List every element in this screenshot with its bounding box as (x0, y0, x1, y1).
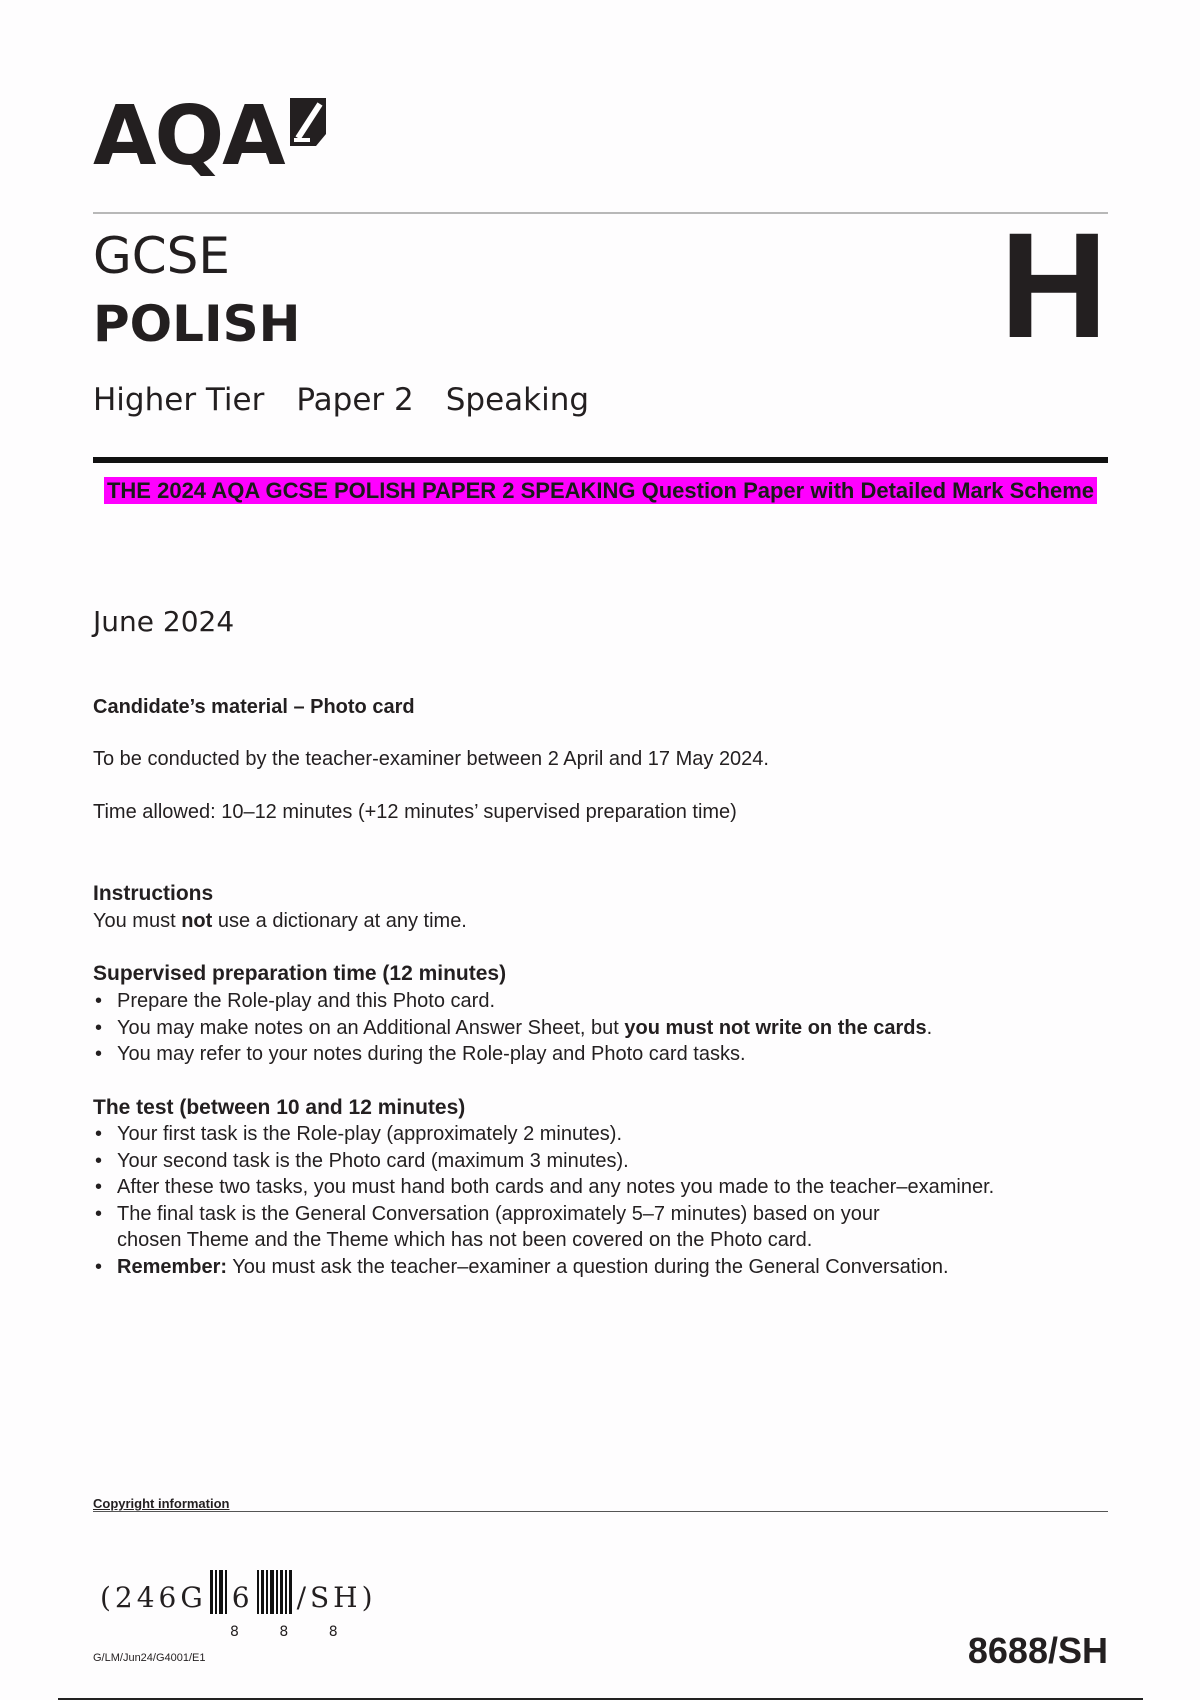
barcode-mid: 6 (231, 1581, 254, 1614)
instructions-heading: Instructions (93, 882, 214, 905)
qualification-title: GCSE (93, 227, 230, 285)
title-divider (93, 457, 1108, 463)
item-text: The final task is the General Conversation (approximately 5–7 minutes) based on your (117, 1202, 880, 1225)
item-bold: you must not write on the cards (624, 1016, 927, 1039)
aqa-logo (93, 89, 328, 184)
item-suffix: . (926, 1016, 933, 1039)
item-bold: Remember: (117, 1255, 228, 1278)
paper-code: 8688/SH (967, 1630, 1108, 1671)
time-allowed: Time allowed: 10–12 minutes (+12 minutes’ supervised preparation time) (93, 801, 737, 823)
component-label: Speaking (445, 382, 590, 418)
footer-divider (93, 1511, 1108, 1512)
tier-label: Higher Tier (93, 382, 265, 418)
instructions-suffix: use a dictionary at any time. (212, 910, 467, 932)
list-item: • You may refer to your notes during the Role-play and Photo card tasks. (93, 1041, 1113, 1068)
list-item (93, 1201, 1113, 1254)
preparation-heading: Supervised preparation time (12 minutes) (93, 962, 507, 985)
paper-label: Paper 2 (296, 382, 414, 418)
item-text-continued: chosen Theme and the Theme which has not been covered on the Photo card. (117, 1229, 813, 1251)
test-heading: The test (between 10 and 12 minutes) (93, 1096, 466, 1119)
paper-details (93, 380, 589, 420)
logo-text: AQA (93, 89, 284, 184)
barcode-suffix: /SH) (296, 1581, 377, 1614)
list-item: • Your second task is the Photo card (maximum 3 minutes). (93, 1148, 1113, 1175)
list-item: • Prepare the Role-play and this Photo card. (93, 988, 1113, 1015)
list-item (93, 1254, 1113, 1281)
list-item (93, 1015, 1113, 1042)
instructions-text (93, 908, 467, 934)
subject-title: POLISH (93, 295, 301, 353)
list-item: • Your first task is the Role-play (approximately 2 minutes). (93, 1121, 1113, 1148)
instructions-bold: not (181, 910, 213, 932)
banner-text: THE 2024 AQA GCSE POLISH PAPER 2 SPEAKING Question Paper with Detailed Mark Scheme (104, 477, 1097, 504)
conduct-window: To be conducted by the teacher-examiner between 2 April and 17 May 2024. (93, 748, 769, 770)
item-text: You may make notes on an Additional Answer Sheet, but (117, 1016, 625, 1039)
barcode-digits: 8 8 8 (230, 1624, 356, 1640)
instructions-prefix: You must (93, 910, 182, 932)
tier-letter: H (999, 201, 1108, 369)
copyright-link[interactable]: Copyright information (93, 1496, 230, 1511)
material-title: Candidate’s material – Photo card (93, 696, 415, 718)
barcode-bars-icon (210, 1570, 229, 1614)
barcode-prefix: (246G (100, 1581, 207, 1614)
list-item: • After these two tasks, you must hand both cards and any notes you made to the teacher–examiner. (93, 1174, 1113, 1201)
item-text: You must ask the teacher–examiner a question during the General Conversation. (227, 1255, 949, 1278)
test-list (93, 1121, 1113, 1280)
preparation-list (93, 988, 1113, 1068)
aqa-logo-mark-icon (288, 94, 328, 150)
exam-date: June 2024 (93, 605, 235, 638)
barcode-bars-icon (257, 1570, 294, 1614)
barcode (100, 1570, 377, 1614)
header-divider (93, 212, 1108, 214)
highlighted-banner (93, 476, 1108, 505)
reference-code: G/LM/Jun24/G4001/E1 (93, 1652, 206, 1664)
